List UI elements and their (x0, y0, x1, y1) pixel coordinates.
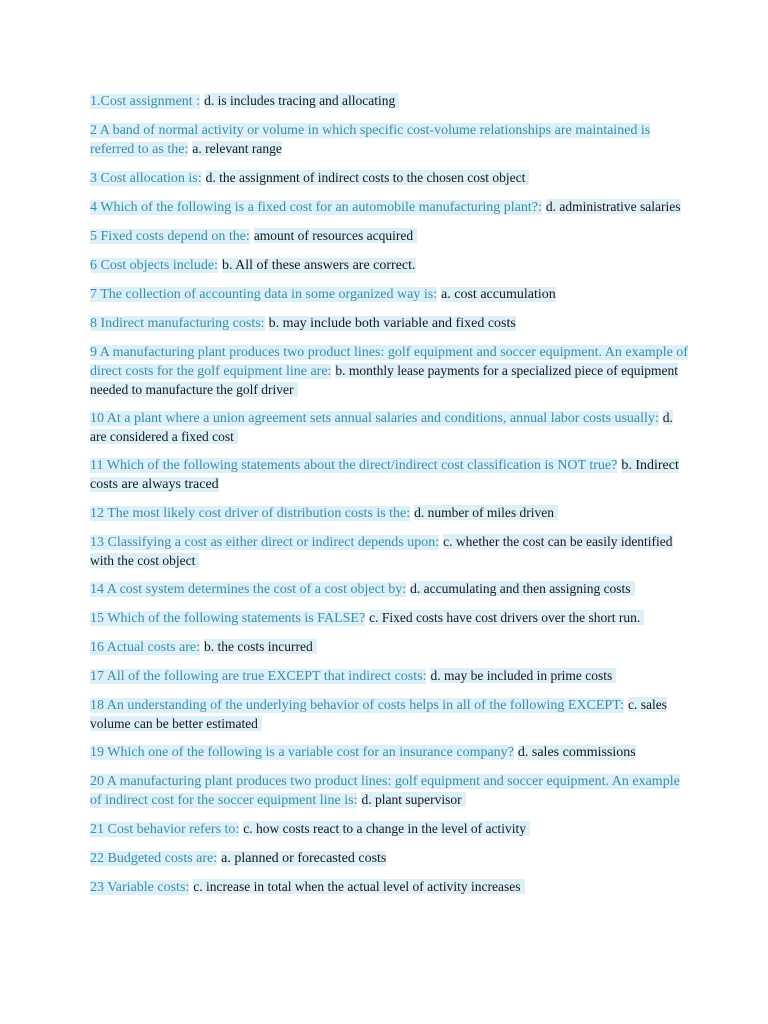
question-text: 6 Cost objects include: (90, 258, 218, 273)
answer-text: c. Fixed costs have cost drivers over the short run. (369, 610, 644, 625)
qa-item-11 (90, 456, 690, 494)
qa-item-8 (90, 314, 690, 333)
qa-item-22 (90, 849, 690, 868)
question-text: 13 Classifying a cost as either direct or indirect depends upon: (90, 535, 440, 550)
question-text: 3 Cost allocation is: (90, 171, 202, 186)
question-text: 2 A band of normal activity or volume in which specific cost-volume relationships are maintained is referred to as the: (90, 123, 651, 157)
question-text: 9 A manufacturing plant produces two product lines: golf equipment and soccer equipment. An example of direct costs for the golf equipment line are: (90, 345, 688, 379)
answer-text: c. whether the cost can be easily identified with the cost object (90, 534, 673, 568)
question-text: 19 Which one of the following is a variable cost for an insurance company? (90, 745, 514, 760)
question-text: 15 Which of the following statements is FALSE? (90, 611, 366, 626)
qa-item-2 (90, 121, 690, 159)
qa-item-18 (90, 696, 690, 733)
qa-item-4 (90, 198, 690, 217)
answer-text: c. increase in total when the actual level of activity increases (193, 879, 524, 894)
question-text: 22 Budgeted costs are: (90, 851, 218, 866)
answer-text: a. planned or forecasted costs (221, 851, 387, 866)
answer-text: d. the assignment of indirect costs to the chosen cost object (206, 170, 530, 185)
answer-text: b. All of these answers are correct. (221, 258, 416, 273)
question-text: 17 All of the following are true EXCEPT that indirect costs: (90, 669, 427, 684)
answer-text: c. how costs react to a change in the level of activity (243, 821, 530, 836)
question-text: 12 The most likely cost driver of distribution costs is the: (90, 506, 411, 521)
qa-item-5 (90, 227, 690, 246)
qa-item-6 (90, 256, 690, 275)
answer-text: b. the costs incurred (204, 639, 317, 654)
question-text: 8 Indirect manufacturing costs: (90, 316, 265, 331)
answer-text: d. may be included in prime costs (430, 668, 616, 683)
qa-item-1 (90, 92, 690, 111)
answer-text: d. is includes tracing and allocating (204, 93, 399, 108)
answer-text: d. are considered a fixed cost (90, 410, 673, 444)
question-text: 4 Which of the following is a fixed cost for an automobile manufacturing plant?: (90, 200, 542, 215)
question-text: 7 The collection of accounting data in some organized way is: (90, 287, 438, 302)
qa-item-10 (90, 409, 690, 446)
qa-item-14 (90, 580, 690, 599)
question-text: 23 Variable costs: (90, 880, 190, 895)
qa-item-9 (90, 343, 690, 399)
answer-text: b. Indirect costs are always traced (90, 458, 679, 492)
question-text: 11 Which of the following statements about the direct/indirect cost classification is NOT true? (90, 458, 618, 473)
qa-item-23 (90, 878, 690, 897)
qa-item-15 (90, 609, 690, 628)
answer-text: b. may include both variable and fixed costs (268, 316, 516, 331)
answer-text: d. number of miles driven (414, 505, 558, 520)
question-text: 16 Actual costs are: (90, 640, 201, 655)
qa-item-17 (90, 667, 690, 686)
question-text: 21 Cost behavior refers to: (90, 822, 240, 837)
qa-item-21 (90, 820, 690, 839)
question-text: 20 A manufacturing plant produces two product lines: golf equipment and soccer equipment. An example of indirect cost for the soccer equipment line is: (90, 774, 680, 808)
answer-text: a. cost accumulation (441, 287, 556, 302)
qa-item-16 (90, 638, 690, 657)
qa-item-3 (90, 169, 690, 188)
qa-item-20 (90, 772, 690, 810)
answer-text: a. relevant range (192, 141, 282, 156)
question-text: 5 Fixed costs depend on the: (90, 229, 250, 244)
answer-text: amount of resources acquired (254, 228, 417, 243)
qa-item-13 (90, 533, 690, 570)
qa-item-12 (90, 504, 690, 523)
question-text: 1.Cost assignment : (90, 94, 201, 109)
answer-text: d. accumulating and then assigning costs (410, 581, 634, 596)
answer-text: b. monthly lease payments for a specialized piece of equipment needed to manufacture the golf driver (90, 363, 679, 397)
qa-item-19 (90, 743, 690, 762)
document-page (90, 92, 690, 907)
answer-text: d. sales commissions (517, 745, 636, 760)
question-text: 14 A cost system determines the cost of a cost object by: (90, 582, 407, 597)
qa-item-7 (90, 285, 690, 304)
answer-text: c. sales volume can be better estimated (90, 697, 667, 731)
question-text: 10 At a plant where a union agreement sets annual salaries and conditions, annual labor costs usually: (90, 411, 659, 426)
answer-text: d. administrative salaries (545, 199, 681, 214)
answer-text: d. plant supervisor (361, 792, 465, 807)
question-text: 18 An understanding of the underlying behavior of costs helps in all of the following EXCEPT: (90, 698, 624, 713)
